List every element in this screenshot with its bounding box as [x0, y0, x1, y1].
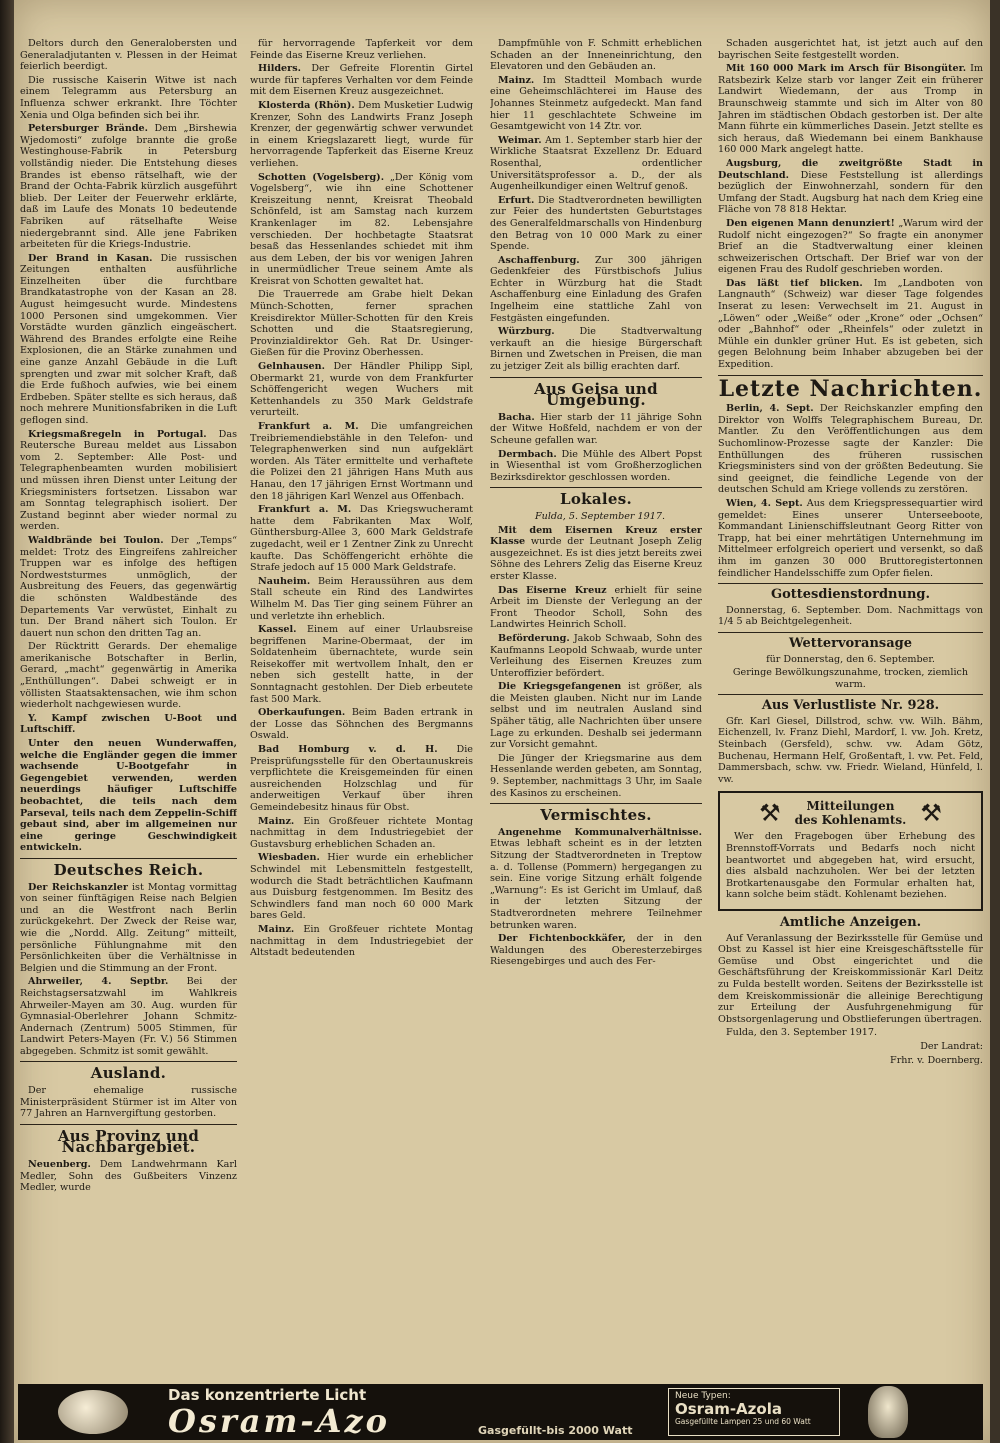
article: Mainz. Ein Großfeuer richtete Montag nachmittag in dem Industriegebiet der Gustavsburg erheblichen Schaden an.: [250, 815, 473, 850]
article: Würzburg. Die Stadtverwaltung verkauft an die hiesige Bürgerschaft Birnen und Zwetschen in Preisen, die man zu jetziger Zeit als billig erachten darf.: [490, 326, 702, 373]
article: Der Rücktritt Gerards. Der ehemalige amerikanische Botschafter in Berlin, Gerard, „macht“ gegenwärtig in Amerika „Enthüllungen“. Dabei schweigt er in völlisten Staatsaktensachen, wie ihm schon wiederholt nachgewiesen wurde.: [20, 641, 237, 711]
article: Dampfmühle von F. Schmitt erheblichen Schaden an der Inneneinrichtung, den Elevatoren und den Gebäuden an.: [490, 38, 702, 73]
article: Die Jünger der Kriegsmarine aus dem Hessenlande werden gebeten, am Sonntag, 9. September, nachmittags 3 Uhr, im Saale des Kasinos zu erscheinen.: [490, 752, 702, 799]
lamp-icon: [868, 1386, 908, 1438]
article: Ahrweiler, 4. Septbr. Bei der Reichstagsersatzwahl im Wahlkreis Ahrweiler-Mayen am 30. Aug. wurden für Gymnasial-Oberlehrer Johann Schmitz-Andernach (Zentrum) 5005 Stimmen, für Landwirt Peters-Mayen (Fr. V.) 56 Stimmen abgegeben. Schmitz ist somit gewählt.: [20, 976, 237, 1057]
ad-footer: Gasgefüllt-bis 2000 Watt: [478, 1424, 633, 1437]
section-heading: Deutsches Reich.: [53, 860, 204, 879]
ad-tagline: Das konzentrierte Licht: [168, 1386, 367, 1404]
article: Unter den neuen Wunderwaffen, welche die Engländer gegen die immer wachsende U-Bootgefahr in Gegengebiet verwenden, werden neuerdings häufiger Luftschiffe beobachtet, die teils nach dem Parseval, teils nach dem Zeppelin-Schiff gebaut sind, aber im allgemeinen nur eine geringe Geschwindigkeit entwickeln.: [20, 738, 237, 854]
article: Nauheim. Beim Heraussühren aus dem Stall scheute ein Rind des Landwirtes Wilhelm M. Das Tier ging seinem Führer an und verletzte ihn erheblich.: [250, 575, 473, 622]
article: Bad Homburg v. d. H. Die Preisprüfungsstelle für den Obertaunuskreis verpflichtete die Kreisgemeinden für einen ausreichenden Holzschlag und für anderweitigen Verkauf über ihren Gemeindebesitz hinaus für Obst.: [250, 744, 473, 813]
article: Das Eiserne Kreuz erhielt für seine Arbeit im Dienste der Verlegung an der Front Theodor Scholl, Sohn des Landwirtes Heinrich Scholl.: [490, 584, 702, 631]
column-4: [718, 38, 983, 1416]
article: Kassel. Einem auf einer Urlaubsreise begriffenen Marine-Obermaat, der im Soldatenheim übernachtete, wurde sein Reisekoffer mit wertvollem Inhalt, den er neben sich gestellt hatte, in der Sonntagnacht gestohlen. Der Dieb erbeutete fast 500 Mark.: [250, 624, 473, 705]
divider: [718, 694, 983, 695]
article: Frankfurt a. M. Die umfangreichen Treibriemendiebstähle in den Telefon- und Telegraphenwerken sind nun aufgeklärt worden. Als Täter ermittelte und verhaftete die Polizei den 21 jährigen Hans Muth aus Hanau, den 17 jährigen Ernst Wortmann und den 18 jährigen Karl Wenzel aus Offenbach.: [250, 421, 473, 502]
article: Aschaffenburg. Zur 300 jährigen Gedenkfeier des Fürstbischofs Julius Echter in Würzburg hat die Stadt Aschaffenburg eine Einladung des Grafen Ingelheim eine stattliche Zahl von Festgästen eingefunden.: [490, 254, 702, 324]
article: Wien, 4. Sept. Aus dem Kriegspressequartier wird gemeldet: Eines unserer Unterseeboote, Kommandant Linienschiffsleutnant Georg Ritter von Trapp, hat bei einer mehrtätigen Unternehmung im Mittelmeer erfolgreich operiert und versenkt, so daß ihm im ganzen 30 000 Bruttoregistertonnen feindlicher Handelsschiffe zum Opfer fielen.: [718, 497, 983, 579]
article: Mainz. Ein Großfeuer richtete Montag nachmittag in dem Industriegebiet der Altstadt bedeutenden: [250, 923, 473, 959]
hammer-pick-icon: ⚒: [920, 799, 942, 828]
notice: Gfr. Karl Giesel, Dillstrod, schw. vw. Wilh. Bähm, Eichenzell, lv. Franz Diehl, Mardorf, l. vw. Joh. Kretz, Steinbach (Gersfeld), schw. vw. Adam Götz, Buchenau, Hermann Helf, Großentaft, l. vw. Pet. Feld, Dammersbach, schw. vw. Friedr. Wieland, Hünfeld, l. vw.: [718, 715, 983, 785]
section-heading: Aus Verlustliste Nr. 928.: [761, 698, 940, 714]
section-heading: Lokales.: [560, 490, 632, 509]
article: Die Kriegsgefangenen ist größer, als die Meisten glauben. Nicht nur im Lande selbst und im neutralen Ausland sind Späher tätig, alle Nachrichten über unsere Lage zu erkunden. Deshalb sei jedermann zur Vorsicht gemahnt.: [490, 681, 702, 751]
ad-new-types: Neue Typen:: [675, 1391, 731, 1401]
column-1: [20, 38, 237, 1418]
article: Neuenberg. Dem Landwehrmann Karl Medler, Sohn des Gußbeiters Vinzenz Medler, wurde: [20, 1159, 237, 1194]
signature: Der Landrat:: [920, 1040, 983, 1052]
ad-brand: Osram-Azo: [168, 1402, 390, 1440]
section-heading: Wettervoransage: [789, 635, 912, 651]
article: Augsburg, die zweitgrößte Stadt in Deutschland. Diese Feststellung ist allerdings bezüglich der Einwohnerzahl, sondern für den Umfang der Stadt. Augsburg hat nach dem Krieg eine Fläche von 78 818 Hektar.: [718, 157, 983, 216]
notice: Wer den Fragebogen über Erhebung des Brennstoff-Vorrats und Bedarfs noch nicht beantwortet und abgegeben hat, wird ersucht, dies alsbald nachzuholen. Wer bei der letzten Brotkartenausgabe den Formular erhalten hat, kann solche beim städt. Kohlenamt beziehen.: [726, 831, 975, 901]
ad-product-name: Osram-Azola: [675, 1400, 782, 1418]
article: Mainz. Im Stadtteil Mombach wurde eine Geheimschlächterei im Hause des Johannes Steinmetz aufgedeckt. Man fand hier 11 geschlachtete Schweine im Gesamtgewicht von 14 Ztr. vor.: [490, 74, 702, 133]
article-heading: Y. Kampf zwischen U-Boot und Luftschiff.: [20, 712, 237, 736]
divider: [20, 858, 237, 859]
divider: [718, 632, 983, 633]
article: Waldbrände bei Toulon. Der „Temps“ meldet: Trotz des Eingreifens zahlreicher Truppen war es infolge des heftigen Nordweststurmes unmöglich, der Ausbreitung des Feuers, das gegenwärtig die schönsten Waldbestände des Departements Var verwüstet, Einhalt zu tun. Der Brand nähert sich Toulon. Er dauert nun schon den dritten Tag an.: [20, 534, 237, 639]
section-heading: Aus Provinz und Nachbargebiet.: [57, 1126, 200, 1157]
article: Hilders. Der Gefreite Florentin Girtel wurde für tapferes Verhalten vor dem Feinde mit dem Eisernen Kreuz ausgezeichnet.: [250, 63, 473, 98]
article: Der Fichtenbockkäfer, der in den Waldungen des Oberesterzebirges Riesengebirges und auch des Fer-: [490, 933, 702, 968]
article: Der ehemalige russische Ministerpräsident Stürmer ist im Alter von 77 Jahren an Harnvergiftung gestorben.: [20, 1085, 237, 1120]
article: Deltors durch den Generalobersten und Generaladjutanten v. Plessen in der Heimat feierlich beerdigt.: [20, 38, 237, 73]
lightbulb-icon: [58, 1390, 128, 1434]
article: Gelnhausen. Der Händler Philipp Sipl, Obermarkt 21, wurde von dem Frankfurter Schöffengericht wegen Wuchers mit Kettenhandels zu 350 Mark Geldstrafe verurteilt.: [250, 361, 473, 419]
article: Frankfurt a. M. Das Kriegswucheramt hatte dem Fabrikanten Max Wolf, Günthersburg-Allee 3, 600 Mark Geldstrafe zugedacht, weil er 1 Zentner Zink zu Unrecht kaufte. Das Schöffengericht erhöhte die Strafe jedoch auf 15 000 Mark Geldstrafe.: [250, 504, 473, 574]
article: Erfurt. Die Stadtverordneten bewilligten zur Feier des hundertsten Geburtstages des Generalfeldmarschalls von Hindenburg den Betrag von 10 000 Mark zu einer Spende.: [490, 194, 702, 253]
notice: Donnerstag, 6. September. Dom. Nachmittags von 1/4 5 ab Beichtgelegenheit.: [718, 604, 983, 628]
article: Dermbach. Die Mühle des Albert Popst in Wiesenthal ist vom Großherzoglichen Bezirksdirektor geschlossen worden.: [490, 448, 702, 483]
article: Beförderung. Jakob Schwaab, Sohn des Kaufmanns Leopold Schwaab, wurde unter Verleihung des Eisernen Kreuzes zum Unteroffizier befördert.: [490, 632, 702, 679]
hammer-pick-icon: ⚒: [759, 799, 781, 828]
notice: Auf Veranlassung der Bezirksstelle für Gemüse und Obst zu Kassel ist hier eine Kreisgeschäftsstelle für Gemüse und Obst eingerichtet und die Geschäftsführung der Kreiskommissionär Karl Deitz zu Fulda bestellt worden. Seitens der Bezirksstelle ist dem Kreiskommissionär die alleinige Berechtigung zur Erteilung der Ausfuhrgenehmigung für Obstsorgenlagerung und Obstlieferungen übertragen.: [718, 932, 983, 1025]
article: Die russische Kaiserin Witwe ist nach einem Telegramm aus Petersburg an Influenza schwer erkrankt. Ihre Töchter Xenia und Olga befinden sich bei ihr.: [20, 74, 237, 121]
notice: Fulda, den 3. September 1917.: [726, 1027, 878, 1039]
section-heading: Aus Geisa und Umgebung.: [534, 379, 658, 410]
divider: [718, 583, 983, 584]
notice: für Donnerstag, den 6. September.: [766, 653, 935, 665]
article: Angenehme Kommunalverhältnisse. Etwas lebhaft scheint es in der letzten Sitzung der Stadtverordneten in Treptow a. d. Tollense (Pommern) hergegangen zu sein. Eine vorige Sitzung erhält folgende „Warnung“: Es ist Gericht im Umlauf, daß in der letzten Sitzung der Stadtverordneten mehrere Teilnehmer betrunken waren.: [490, 826, 702, 931]
article: Die Trauerrede am Grabe hielt Dekan Münch-Schotten, ferner sprachen Kreisdirektor Müller-Schotten für den Kreis Schotten und die Staatsregierung, Provinzialdirektor Geh. Rat Dr. Usinger-Gießen für die Provinz Oberhessen.: [250, 289, 473, 359]
article: Bacha. Hier starb der 11 jährige Sohn der Witwe Hoßfeld, nachdem er von der Scheune gefallen war.: [490, 411, 702, 446]
article: Kriegsmaßregeln in Portugal. Das Reutersche Bureau meldet aus Lissabon vom 2. September: Alle Post- und Telegraphenbeamten wurden mobilisiert und müssen ihren Dienst unter Leitung der Kriegsministers fortsetzen. Lissabon war am Sonntag telegraphisch isoliert. Der Zustand beginnt aber wieder normal zu werden.: [20, 428, 237, 533]
signature: Frhr. v. Doernberg.: [890, 1054, 983, 1066]
article: Der Brand in Kasan. Die russischen Zeitungen enthalten ausführliche Einzelheiten über die furchtbare Brandkatastrophe von der Kasan an 28. August heimgesucht wurde. Mindestens 1000 Personen sind umgekommen. Vier Vorstädte wurden gänzlich eingeäschert. Während des Brandes erfolgte eine Reihe Explosionen, die an Stärke zunahmen und eine ganze Anzahl Gebäude in die Luft sprengten und zwar mit solcher Kraft, daß die Erde fußhoch aufwies, wie bei einem Erdbeben. Später stellte es sich heraus, daß noch mehrere Munitionsfabriken in die Luft geflogen sind.: [20, 252, 237, 426]
section-heading: Letzte Nachrichten.: [718, 375, 983, 402]
article: Wiesbaden. Hier wurde ein erheblicher Schwindel mit Lebensmitteln festgestellt, wodurch die Stadt beträchtlichen Kaufmann aus Duisburg festgenommen. Im Besitz des Schwindlers fand man noch 60 000 Mark bares Geld.: [250, 852, 473, 922]
article: Schaden ausgerichtet hat, ist jetzt auch auf den bayrischen Seite festgestellt worden.: [718, 38, 983, 61]
article: Petersburger Brände. Dem „Birshewia Wjedomosti“ zufolge brannte die große Westinghouse-Fabrik in Petersburg vollständig nieder. Die Entstehung dieses Brandes ist ebenso rätselhaft, wie der Brand der Ochta-Fabrik kürzlich ausgeführt blieb. Der Leiter der Feuerwehr erklärte, daß im Laufe des Monats 10 bedeutende Fabriken auf rätselhafte Weise niedergebrannt sind. Alle jene Fabriken arbeiteten für die Kriegs-Industrie.: [20, 123, 237, 251]
divider: [490, 377, 702, 378]
divider: [490, 487, 702, 488]
article: Mit 160 000 Mark im Arsch für Bisongüter. Im Ratsbezirk Kelze starb vor langer Zeit ein früherer Landwirt Wiedemann, der aus Tromp in Braunschweig stammte und sich im Alter von 80 Jahren im städtischen Obdach gestorben ist. Der alte Mann führte ein kümmerliches Dasein. Jetzt stellte es sich heraus, daß Wiedemann bei einem Bankhause 160 000 Mark angelegt hatte.: [718, 63, 983, 156]
notice-title: ⚒ Mitteilungen des Kohlenamts. ⚒: [759, 799, 942, 828]
divider: [20, 1061, 237, 1062]
page-gutter: [0, 0, 14, 1443]
article: Der Reichskanzler ist Montag vormittag von seiner fünftägigen Reise nach Belgien und an die Westfront nach Berlin zurückgekehrt. Der Zweck der Reise war, wie die „Nordd. Allg. Zeitung“ mitteilt, persönliche Fühlungnahme mit den Persönlichkeiten über die Verhältnisse in Belgien und die Stimmung an der Front.: [20, 881, 237, 974]
article: Weimar. Am 1. September starb hier der Wirkliche Staatsrat Exzellenz Dr. Eduard Rosenthal, ordentlicher Universitätsprofessor a. D., der als Augenheilkundiger einen Weltruf genoß.: [490, 134, 702, 193]
ad-product-desc: Gasgefüllte Lampen 25 und 60 Watt: [675, 1417, 811, 1426]
ad-product-box: [668, 1388, 840, 1436]
article: Schotten (Vogelsberg). „Der König vom Vogelsberg“, wie ihn eine Schottener Kreiszeitung nennt, Kreisrat Theobald Schönfeld, ist am Samstag nach kurzem Krankenlager im 82. Lebensjahre verschieden. Der hochbetagte Staatsrat besaß das Hessenlandes schiedet mit ihm aus dem Leben, der bis vor wenigen Jahren in unermüdlicher Treue seinem Amte als Kreisrat von Schotten gewaltet hat.: [250, 171, 473, 287]
column-2: [250, 38, 473, 1408]
dateline: Fulda, 5. September 1917.: [534, 510, 665, 522]
column-3: [490, 38, 702, 1413]
article: Klosterda (Rhön). Dem Musketier Ludwig Krenzer, Sohn des Landwirts Franz Joseph Krenzer, der gegenwärtig schwer verwundet in einem Kriegslazarett liegt, wurde für hervorragende Tapferkeit das Eiserne Kreuz verliehen.: [250, 99, 473, 169]
article: Oberkaufungen. Beim Baden ertrank in der Losse das Söhnchen des Bergmanns Oswald.: [250, 707, 473, 742]
section-heading: Gottesdienstordnung.: [770, 587, 931, 603]
notice: Geringe Bewölkungszunahme, trocken, ziemlich warm.: [732, 667, 969, 690]
article: Den eigenen Mann denunziert! „Warum wird der Rudolf nicht eingezogen?“ So fragte ein anonymer Brief an die Stadtverwaltung einer kleinen schweizerischen Ortschaft. Der Brief war von der eigenen Frau des Rudolf geschrieben worden.: [718, 217, 983, 276]
divider: [20, 1124, 237, 1125]
section-heading: Ausland.: [90, 1064, 167, 1083]
article: Mit dem Eisernen Kreuz erster Klasse wurde der Leutnant Joseph Zelig ausgezeichnet. Es ist dies jetzt bereits zwei Söhne des Lehrers Zelig das Eiserne Kreuz erster Klasse.: [490, 524, 702, 582]
osram-advertisement: [18, 1384, 983, 1440]
article: für hervorragende Tapferkeit vor dem Feinde das Eiserne Kreuz verliehen.: [250, 38, 473, 61]
section-heading: Amtliche Anzeigen.: [779, 915, 922, 930]
section-heading: Vermischtes.: [540, 806, 652, 825]
divider: [490, 803, 702, 804]
article: Das läßt tief blicken. Im „Landboten von Langnauth“ (Schweiz) war dieser Tage folgendes Inserat zu lesen: Verwechselt im 21. August in „Löwen“ oder „Weiße“ oder „Krone“ oder „Ochsen“ oder „Bahnhof“ oder „Rheinfels“ oder zuletzt in Mühle ein dunkler grüner Hut. Es ist gebeten, sich gegen Belohnung beim Inhaber abzugeben bei der Expedition.: [718, 277, 983, 371]
coal-office-notice: [718, 791, 983, 911]
article: Berlin, 4. Sept. Der Reichskanzler empfing den Direktor von Wolffs Telegraphischem Bureau, Dr. Mantler. Zu den Veröffentlichungen aus dem Suchomlinow-Prozesse sagte der Kanzler: Die Enthüllungen des früheren russischen Kriegsministers sind von der größten Bedeutung. Sie sind geeignet, die feindliche Legende von der deutschen Schuld am Kriege vollends zu zerstören.: [718, 403, 983, 496]
